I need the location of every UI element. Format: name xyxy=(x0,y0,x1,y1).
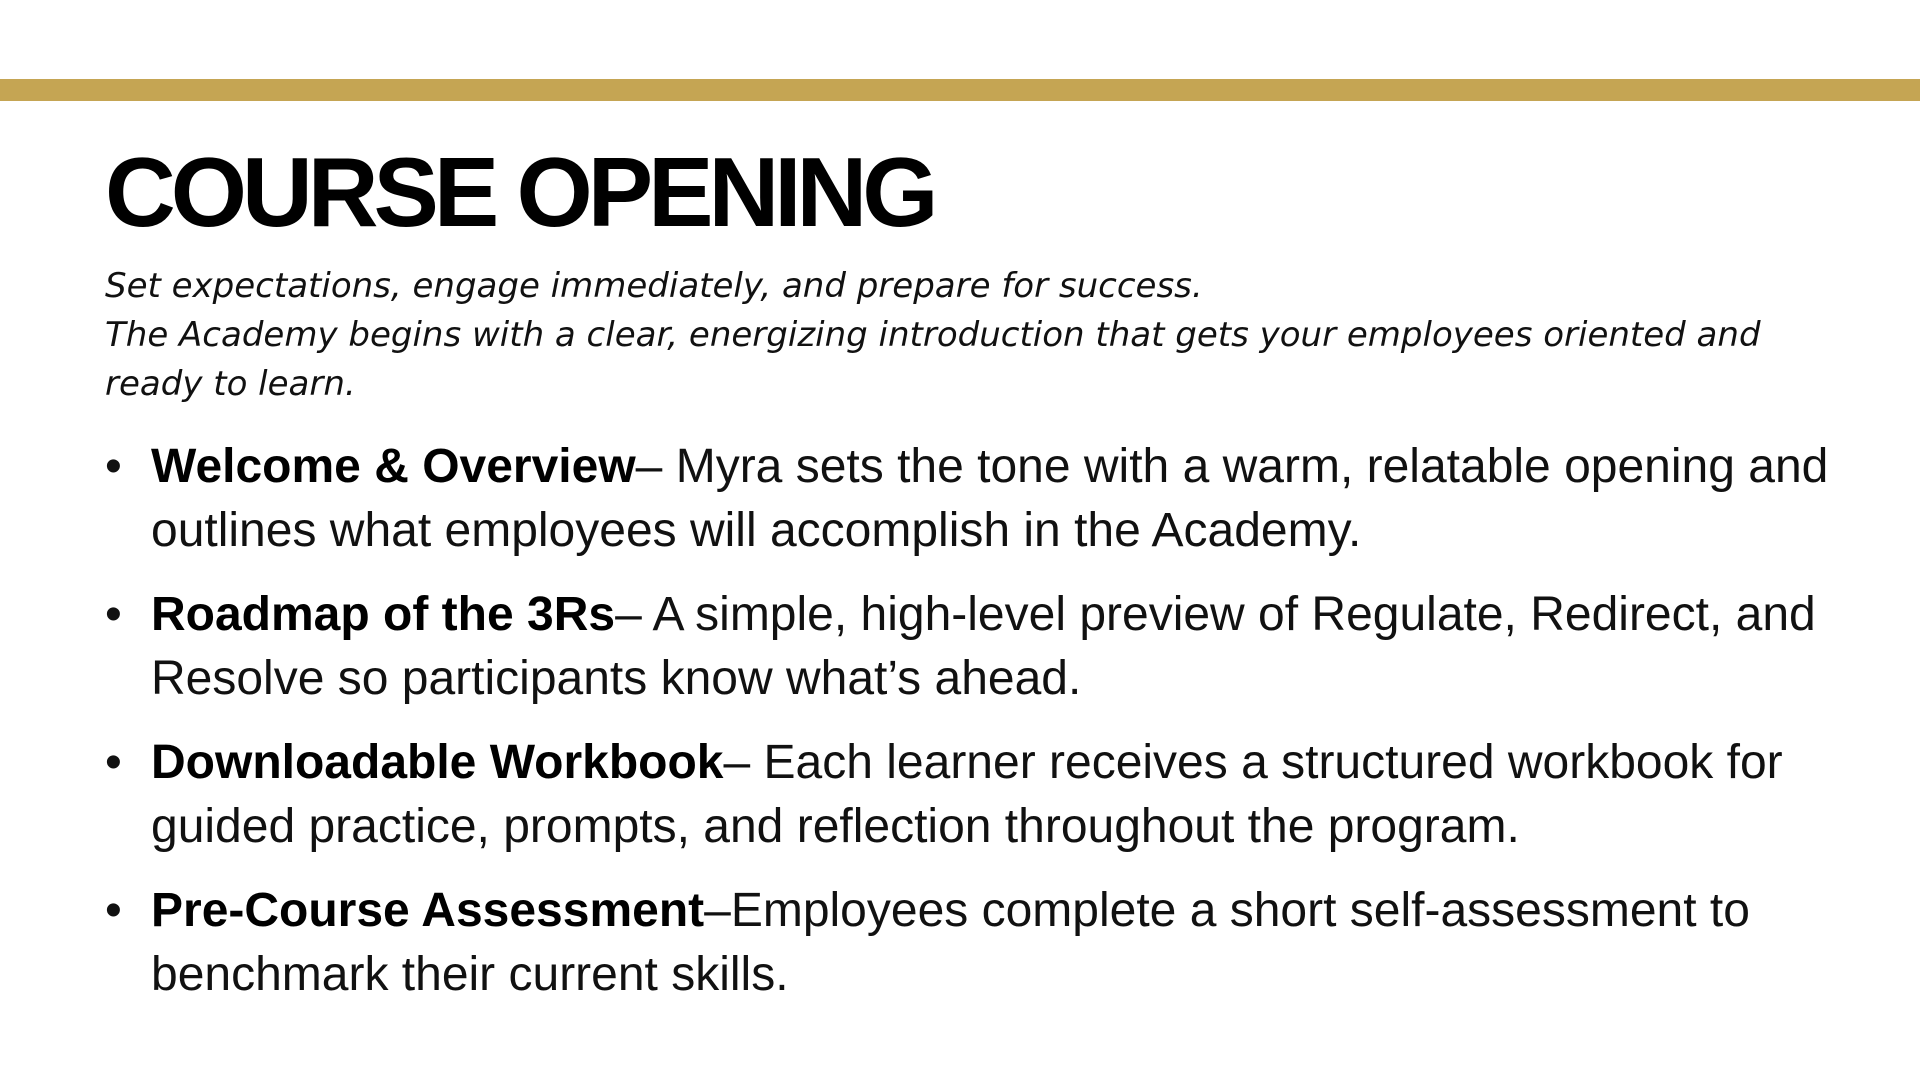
bullet-dot-icon: • xyxy=(105,736,122,789)
subtitle-line: Set expectations, engage immediately, and prepare for success. xyxy=(105,266,1203,306)
bullet-term: Pre-Course Assessment xyxy=(151,884,705,937)
bullet-item-welcome xyxy=(105,435,1845,563)
bullet-text: –Employees complete a short self-assessment to benchmark their current skills. xyxy=(151,884,1750,1001)
bullet-item-roadmap xyxy=(105,583,1845,711)
bullet-text: – Myra sets the tone with a warm, relatable opening and outlines what employees will accomplish in the Academy. xyxy=(151,440,1829,557)
accent-bar xyxy=(0,79,1920,101)
bullet-text: – A simple, high-level preview of Regulate, Redirect, and Resolve so participants know what’s ahead. xyxy=(151,588,1816,705)
bullet-dot-icon: • xyxy=(105,588,122,641)
bullet-dot-icon: • xyxy=(105,884,122,937)
slide-subtitle xyxy=(105,262,1845,409)
slide-title: COURSE OPENING xyxy=(105,137,934,247)
bullet-item-assessment xyxy=(105,879,1845,1007)
bullet-item-workbook xyxy=(105,731,1845,859)
bullet-list xyxy=(105,435,1845,1007)
bullet-term: Welcome & Overview xyxy=(151,440,636,493)
bullet-term: Roadmap of the 3Rs xyxy=(151,588,616,641)
bullet-text: – Each learner receives a structured workbook for guided practice, prompts, and reflection throughout the program. xyxy=(151,736,1783,853)
slide-content xyxy=(105,137,1845,1027)
bullet-dot-icon: • xyxy=(105,440,122,493)
subtitle-line: The Academy begins with a clear, energizing introduction that gets your employees oriented and ready to learn. xyxy=(105,315,1761,404)
bullet-term: Downloadable Workbook xyxy=(151,736,724,789)
